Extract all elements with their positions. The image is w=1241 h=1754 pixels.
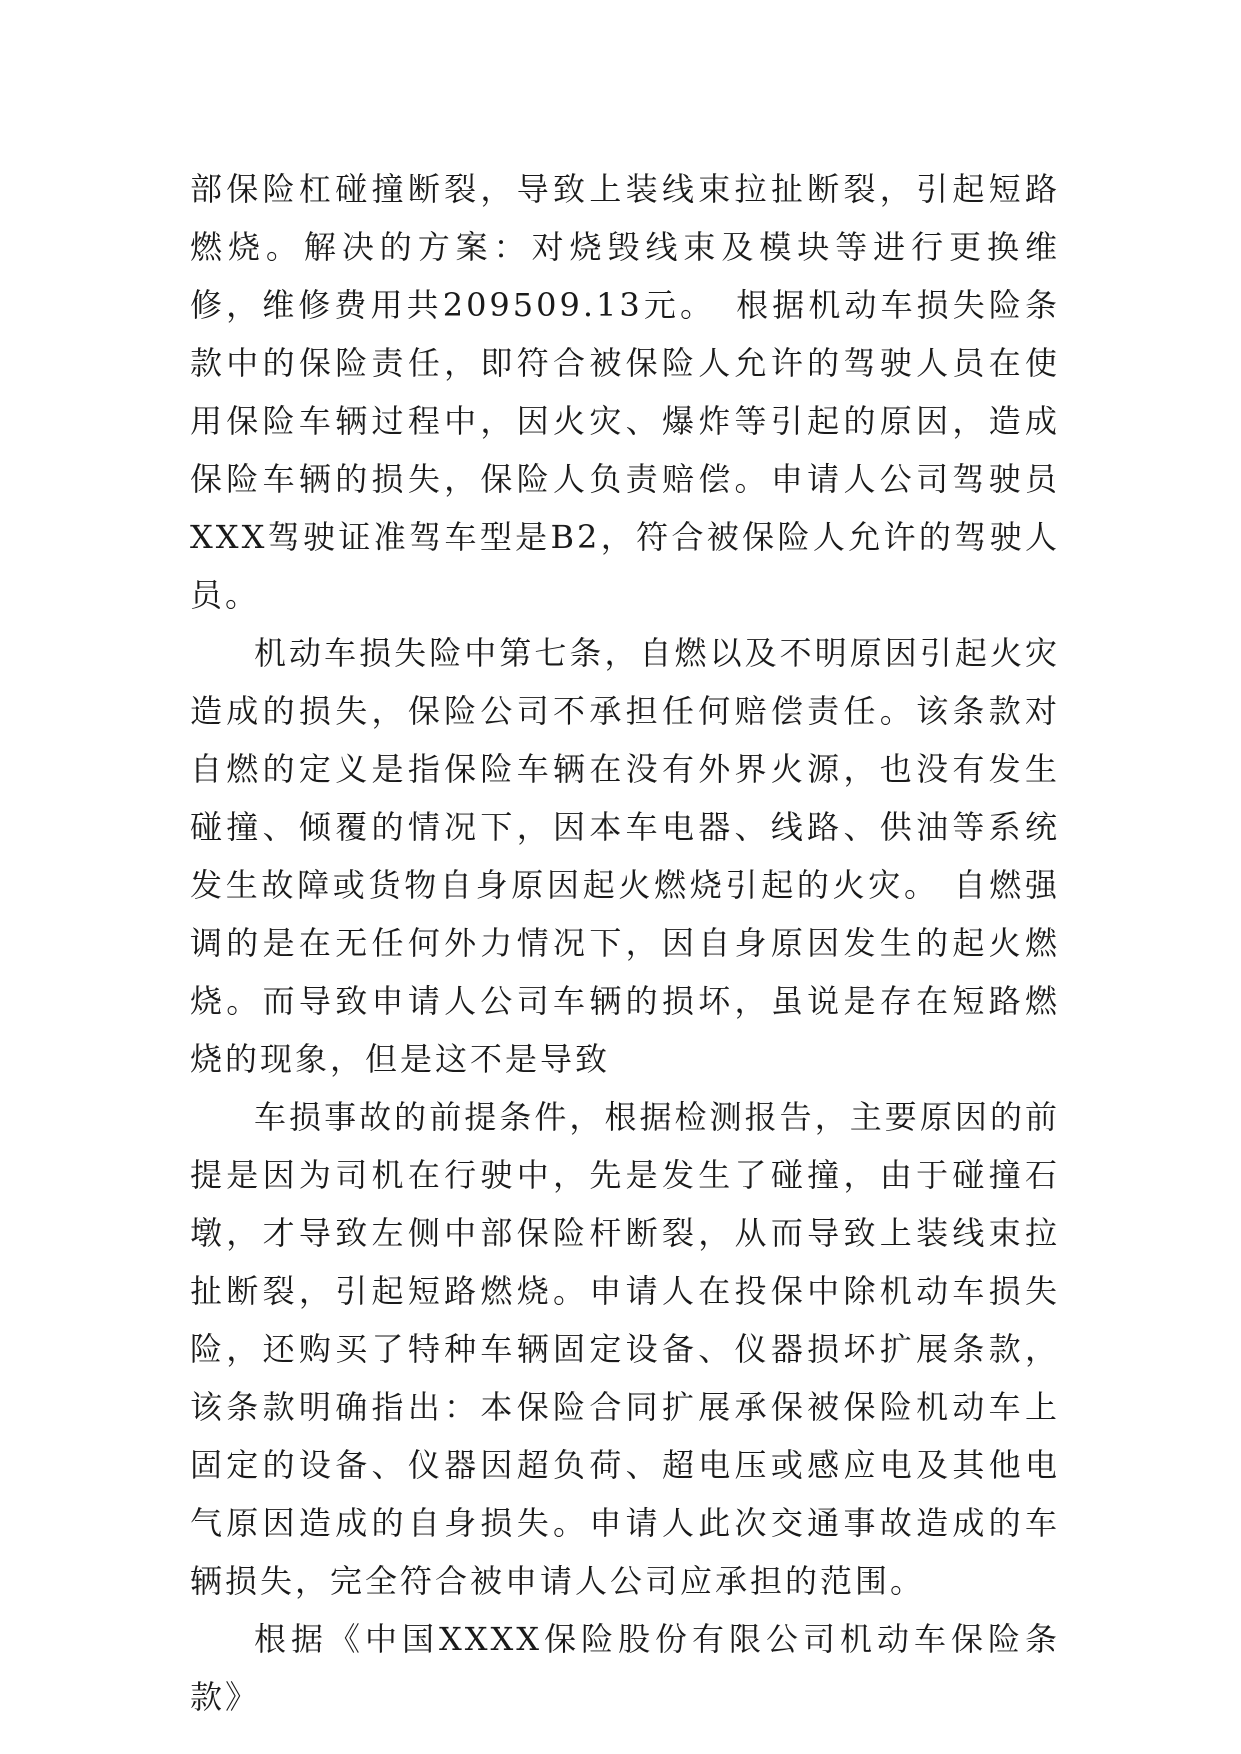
document-body: [190, 160, 1060, 1726]
paragraph-4: 根据《中国XXXX保险股份有限公司机动车保险条款》: [190, 1620, 1060, 1716]
paragraph-2: 机动车损失险中第七条，自燃以及不明原因引起火灾造成的损失，保险公司不承担任何赔偿责任。该条款对自燃的定义是指保险车辆在没有外界火源，也没有发生碰撞、倾覆的情况下，因本车电器、线路、供油等系统发生故障或货物自身原因起火燃烧引起的火灾。 自燃强调的是在无任何外力情况下，因自身原因发生的起火燃烧。而导致申请人公司车辆的损坏，虽说是存在短路燃烧的现象，但是这不是导致: [190, 634, 1060, 1078]
paragraph-1: 部保险杠碰撞断裂，导致上装线束拉扯断裂，引起短路燃烧。解决的方案：对烧毁线束及模块等进行更换维修，维修费用共209509.13元。 根据机动车损失险条款中的保险责任，即符合被保险人允许的驾驶人员在使用保险车辆过程中，因火灾、爆炸等引起的原因，造成保险车辆的损失，保险人负责赔偿。申请人公司驾驶员XXX驾驶证准驾车型是B2，符合被保险人允许的驾驶人员。: [190, 170, 1060, 614]
paragraph-3: 车损事故的前提条件，根据检测报告，主要原因的前提是因为司机在行驶中，先是发生了碰撞，由于碰撞石墩，才导致左侧中部保险杆断裂，从而导致上装线束拉扯断裂，引起短路燃烧。申请人在投保中除机动车损失险，还购买了特种车辆固定设备、仪器损坏扩展条款，该条款明确指出：本保险合同扩展承保被保险机动车上固定的设备、仪器因超负荷、超电压或感应电及其他电气原因造成的自身损失。申请人此次交通事故造成的车辆损失，完全符合被申请人公司应承担的范围。: [190, 1098, 1060, 1600]
